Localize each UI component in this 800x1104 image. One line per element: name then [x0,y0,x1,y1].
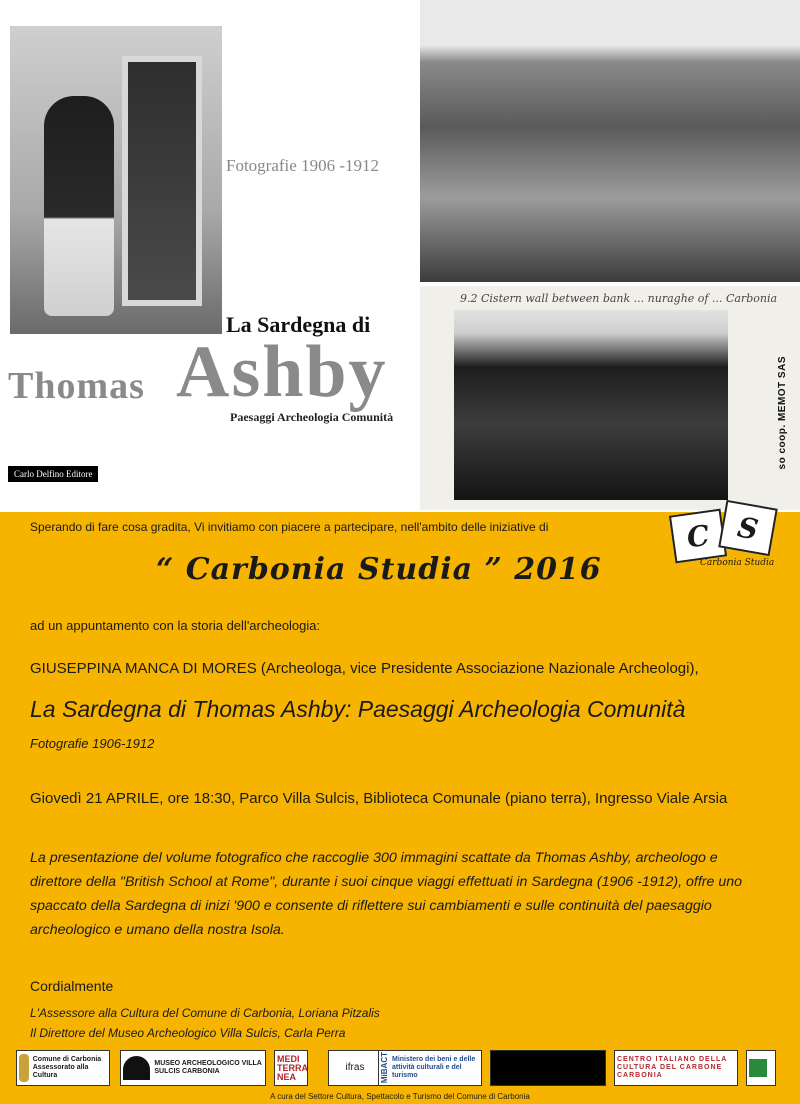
green-square-icon [749,1059,767,1077]
cover-subtitle: Paesaggi Archeologia Comunità [230,410,394,424]
event-when: Giovedì 21 APRILE, ore 18:30, Parco Villa Sulcis, Biblioteca Comunale (piano terra), Ingresso Viale Arsia [30,790,728,807]
photo-caption: 9.2 Cistern wall between bank ... nuraghe of ... Carbonia [460,292,778,305]
speaker-line: GIUSEPPINA MANCA DI MORES (Archeologa, vice Presidente Associazione Nazionale Archeologi), [30,660,699,677]
logo-mibact [378,1050,482,1086]
stone-wall-image [454,310,728,500]
intro-text: Sperando di fare cosa gradita, Vi invitiamo con piacere a partecipare, nell'ambito delle iniziative di [30,520,549,534]
cover-panel [0,0,800,512]
museo-emblem-icon [123,1056,150,1080]
logo-mediterranea: MEDI TERRA NEA [274,1050,308,1086]
logo-dark-banner [490,1050,606,1086]
logo-museo [120,1050,266,1086]
logo-centro: CENTRO ITALIANO DELLA CULTURA DEL CARBONE CARBONIA [614,1050,738,1086]
doorway [122,56,202,306]
photo-stamp: so coop. MEMOT SAS [777,356,788,470]
event-title: “ Carbonia Studia ” 2016 [156,552,602,587]
carbonia-studia-logo [664,504,784,576]
signature-assessore: L'Assessore alla Cultura del Comune di Carbonia, Loriana Pitzalis [30,1006,380,1020]
book-title: La Sardegna di Thomas Ashby: Paesaggi Archeologia Comunità [30,696,686,722]
logo-s: S [718,500,778,556]
signature-direttore: Il Direttore del Museo Archeologico Villa Sulcis, Carla Perra [30,1026,346,1040]
logo-ifras: ifras [328,1050,382,1086]
man-figure [44,96,114,316]
logo-c: C [669,509,727,564]
logo-mibact-text: Ministero dei beni e delle attività culturali e del turismo [392,1056,476,1079]
logo-mibact-tag: MiBACT [380,1052,389,1084]
closing: Cordialmente [30,978,114,994]
photo-stone-wall [420,286,800,510]
coat-of-arms-icon [19,1054,29,1082]
photo-man-doorway [10,26,222,334]
logo-museo-text: MUSEO ARCHEOLOGICO VILLA SULCIS CARBONIA [154,1060,262,1075]
footer-credit: A cura del Settore Cultura, Spettacolo e Turismo del Comune di Carbonia [270,1092,530,1101]
cover-fotografie: Fotografie 1906 -1912 [226,156,379,175]
sponsor-logos [16,1050,786,1088]
cover-la-sardegna: La Sardegna di [226,312,371,337]
book-subtitle: Fotografie 1906-1912 [30,736,155,751]
cover-thomas: Thomas [8,365,145,407]
appuntamento-text: ad un appuntamento con la storia dell'archeologia: [30,618,321,633]
logo-comune [16,1050,110,1086]
photo-quarry [420,0,800,282]
publisher-label: Carlo Delfino Editore [8,466,98,482]
logo-tag: Carbonia Studia [700,558,775,568]
cover-ashby: Ashby [176,331,388,413]
logo-comune-text: Comune di Carbonia Assessorato alla Cultura [32,1056,102,1079]
logo-small-icon [746,1050,776,1086]
description: La presentazione del volume fotografico che raccoglie 300 immagini scattate da Thomas Ashby, archeologo e direttore della "British School at Rome", durante i suoi cinque viaggi effettuati in Sardegna (1906 -1912), offre uno spaccato della Sardegna di inizi '900 e consente di riflettere sui cambiamenti e sulle continuità del paesaggio archeologico e umano della nostra Isola. [30,850,742,938]
